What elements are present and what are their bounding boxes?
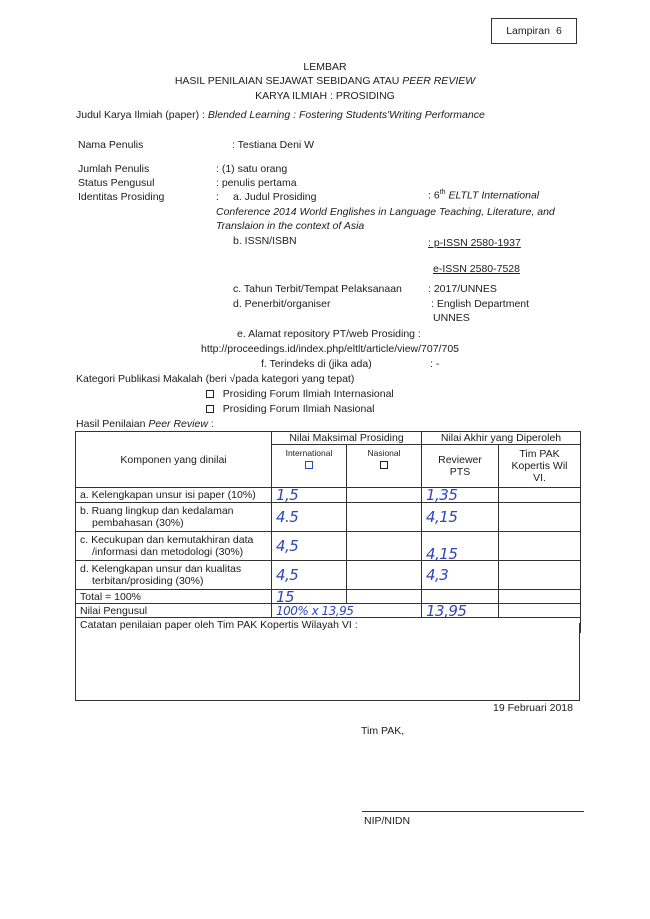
judul-row — [76, 109, 485, 121]
status-pengusul-label: Status Pengusul — [78, 177, 155, 189]
penerbit-label: d. Penerbit/organiser — [233, 298, 331, 310]
row-a-label: a. Kelengkapan unsur isi paper (10%) — [76, 488, 272, 503]
pengusul-international: 100% x 13,95 — [272, 604, 422, 618]
header-nasional — [347, 445, 422, 488]
penerbit-value-2: UNNES — [433, 312, 470, 324]
row-b-label-2: pembahasan (30%) — [92, 517, 184, 529]
row-d-reviewer: 4,3 — [422, 561, 499, 590]
table-row — [76, 488, 581, 503]
row-c-nasional — [347, 532, 422, 561]
penerbit-value-1: : English Department — [431, 298, 530, 310]
terindeks-value: : - — [430, 358, 440, 370]
checkbox-icon[interactable] — [206, 390, 214, 398]
catatan-area[interactable] — [75, 623, 580, 701]
row-d-label — [76, 561, 272, 590]
header-tim-pak — [499, 445, 581, 488]
judul-prosiding-sup: th — [439, 189, 446, 196]
title-line-2-text: HASIL PENILAIAN SEJAWAT SEBIDANG ATAU — [174, 75, 403, 87]
header-tim-pak-line-2: Kopertis Wil — [511, 460, 568, 472]
row-d-international: 4,5 — [272, 561, 347, 590]
date: 19 Februari 2018 — [493, 702, 573, 714]
judul-prosiding-label: a. Judul Prosiding — [233, 191, 317, 203]
judul-prosiding-colon: : 6 — [428, 189, 440, 202]
header-nilai-maksimal: Nilai Maksimal Prosiding — [272, 432, 422, 445]
tim-pak-label: Tim PAK, — [361, 725, 405, 737]
header-tim-pak-line-3: VI. — [533, 472, 546, 484]
repository-label: e. Alamat repository PT/web Prosiding : — [237, 328, 421, 340]
title-line-1: LEMBAR — [303, 61, 347, 73]
judul-label: Judul Karya Ilmiah (paper) : — [76, 109, 208, 121]
lampiran-number: 6 — [555, 25, 562, 37]
row-b-nasional — [347, 503, 422, 532]
catatan-label: Catatan penilaian paper oleh Tim PAK Kopertis Wilayah VI : — [76, 618, 581, 633]
jumlah-penulis-value: : (1) satu orang — [216, 163, 288, 175]
title-line-3: KARYA ILMIAH : PROSIDING — [255, 90, 395, 102]
header-reviewer — [422, 445, 499, 488]
row-c-label-2: /informasi dan metodologi (30%) — [92, 546, 244, 558]
kategori-opt-1-label: Prosiding Forum Ilmiah Internasional — [222, 388, 394, 400]
issn-label: b. ISSN/ISBN — [233, 235, 297, 247]
total-label: Total = 100% — [76, 590, 272, 604]
hasil-label — [76, 418, 214, 430]
judul-prosiding-value-2: Conference 2014 World Englishes in Language Teaching, Literature, and — [216, 206, 555, 218]
identitas-colon: : — [216, 191, 219, 203]
row-b-reviewer: 4,15 — [422, 503, 499, 532]
kategori-opt-2 — [206, 403, 375, 415]
judul-prosiding-value-1 — [428, 189, 539, 202]
hasil-label-suffix: : — [207, 418, 214, 430]
row-c-tim-pak — [499, 532, 581, 561]
row-b-label — [76, 503, 272, 532]
judul-value: Blended Learning : Fostering Students'Writing Performance — [207, 109, 485, 121]
header-tim-pak-line-1: Tim PAK — [519, 448, 560, 460]
row-b-tim-pak — [499, 503, 581, 532]
penilaian-table — [75, 431, 581, 633]
hasil-label-italic: Peer Review — [148, 418, 208, 430]
header-nasional-label: Nasional — [367, 448, 401, 458]
judul-prosiding-italic: ELTLT International — [448, 189, 540, 202]
signature-line — [362, 811, 584, 812]
nama-penulis-label: Nama Penulis — [78, 139, 144, 151]
row-c-label-1: c. Kecukupan dan kemutakhiran data — [80, 534, 254, 546]
terindeks-label: f. Terindeks di (jika ada) — [261, 358, 372, 370]
table-row — [76, 532, 581, 561]
row-a-nasional — [347, 488, 422, 503]
nama-penulis-value: : Testiana Deni W — [232, 139, 315, 151]
hasil-label-text: Hasil Penilaian — [76, 418, 149, 430]
repository-url: http://proceedings.id/index.php/eltlt/article/view/707/705 — [201, 343, 459, 355]
row-d-nasional — [347, 561, 422, 590]
checkbox-icon[interactable] — [305, 461, 313, 469]
tahun-terbit-label: c. Tahun Terbit/Tempat Pelaksanaan — [233, 283, 402, 295]
judul-prosiding-value-3: Translaion in the context of Asia — [216, 220, 365, 232]
total-tim-pak — [499, 590, 581, 604]
header-international — [272, 445, 347, 488]
row-b-international: 4.5 — [272, 503, 347, 532]
total-international: 15 — [272, 590, 347, 604]
row-d-label-2: terbitan/prosiding (30%) — [92, 575, 204, 587]
header-international-label: International — [285, 448, 333, 458]
lampiran-label: Lampiran — [506, 25, 550, 37]
pengusul-label: Nilai Pengusul — [76, 604, 272, 618]
lampiran-box — [491, 18, 577, 44]
e-issn-value: e-ISSN 2580-7528 — [433, 263, 520, 275]
kategori-opt-1 — [206, 388, 394, 400]
row-a-international: 1,5 — [272, 488, 347, 503]
header-nilai-akhir: Nilai Akhir yang Diperoleh — [422, 432, 581, 445]
p-issn-value: : p-ISSN 2580-1937 — [428, 237, 521, 249]
row-c-reviewer: 4,15 — [422, 532, 499, 561]
identitas-label: Identitas Prosiding — [78, 191, 165, 203]
row-c-international: 4,5 — [272, 532, 347, 561]
table-row — [76, 561, 581, 590]
nip-label: NIP/NIDN — [364, 815, 411, 827]
row-c-label — [76, 532, 272, 561]
jumlah-penulis-label: Jumlah Penulis — [78, 163, 150, 175]
pengusul-reviewer: 13,95 — [422, 604, 499, 618]
kategori-label: Kategori Publikasi Makalah (beri √pada kategori yang tepat) — [76, 373, 355, 385]
row-a-tim-pak — [499, 488, 581, 503]
pengusul-tim-pak — [499, 604, 581, 618]
header-reviewer-line-1: Reviewer — [438, 454, 482, 466]
row-b-label-1: b. Ruang lingkup dan kedalaman — [80, 505, 234, 517]
header-komponen: Komponen yang dinilai — [76, 432, 272, 488]
row-d-tim-pak — [499, 561, 581, 590]
header-reviewer-line-2: PTS — [449, 466, 471, 478]
title-line-2-italic: PEER REVIEW — [402, 75, 476, 87]
checkbox-icon[interactable] — [206, 405, 214, 413]
row-d-label-1: d. Kelengkapan unsur dan kualitas — [80, 563, 242, 575]
title-line-2 — [0, 75, 650, 87]
tahun-terbit-value: : 2017/UNNES — [428, 283, 497, 295]
table-row — [76, 503, 581, 532]
total-nasional — [347, 590, 422, 604]
kategori-opt-2-label: Prosiding Forum Ilmiah Nasional — [222, 403, 375, 415]
row-a-reviewer: 1,35 — [422, 488, 499, 503]
table-row-total — [76, 590, 581, 604]
table-row-pengusul — [76, 604, 581, 618]
status-pengusul-value: : penulis pertama — [216, 177, 297, 189]
table-header-row-1 — [76, 432, 581, 445]
checkbox-icon[interactable] — [380, 461, 388, 469]
